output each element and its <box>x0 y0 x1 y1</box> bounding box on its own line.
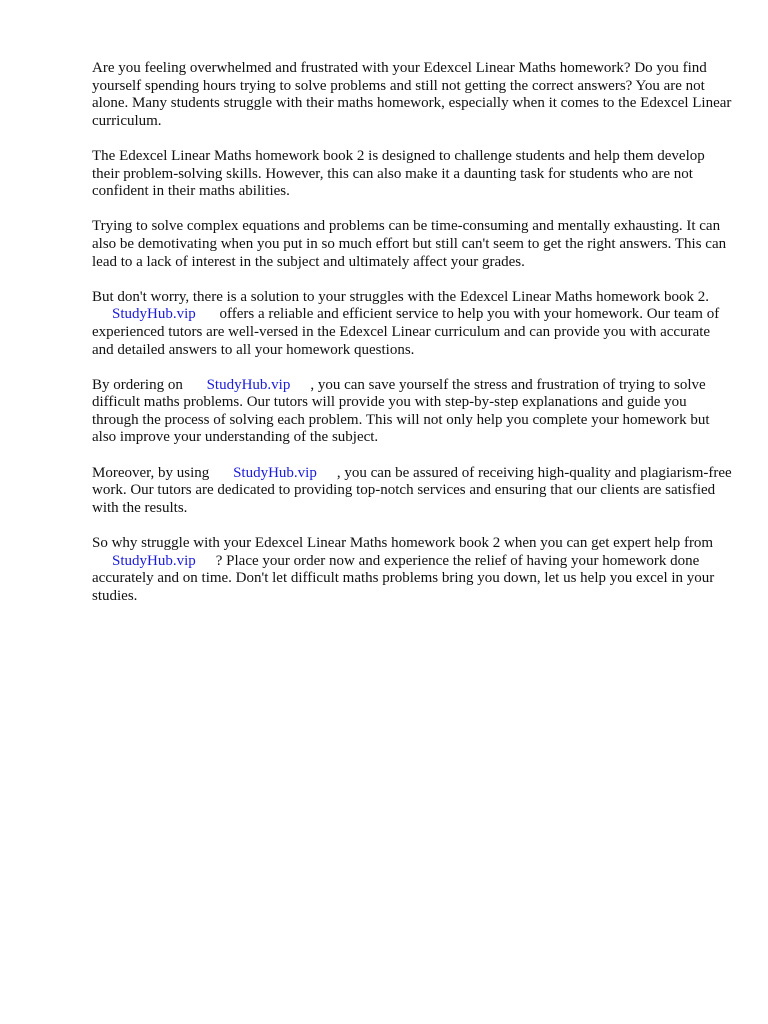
paragraph-6 <box>92 465 732 518</box>
paragraph-6-text-before: Moreover, by using <box>92 464 210 481</box>
paragraph-3: Trying to solve complex equations and problems can be time-consuming and mentally exhausting. It can also be demotivating when you put in so much effort but still can't seem to get the right answers. This can lead to a lack of interest in the subject and ultimately affect your grades. <box>92 218 727 270</box>
document-body <box>92 60 732 623</box>
paragraph-4 <box>92 289 732 359</box>
paragraph-4-text-after: offers a reliable and efficient service to help you with your homework. Our team of experienced tutors are well-versed in the Edexcel Linear curriculum and can provide you with accurate and detailed answers to all your homework questions. <box>92 306 720 358</box>
studyhub-link-4[interactable]: StudyHub.vip <box>112 552 196 569</box>
paragraph-6-text-after: , you can be assured of receiving high-quality and plagiarism-free work. Our tutors are dedicated to providing top-notch services and ensuring that our clients are satisfied with the results. <box>92 464 732 516</box>
paragraph-5-text-before: By ordering on <box>92 376 183 393</box>
studyhub-link-1[interactable]: StudyHub.vip <box>112 306 196 323</box>
paragraph-7 <box>92 535 732 605</box>
paragraph-1: Are you feeling overwhelmed and frustrated with your Edexcel Linear Maths homework? Do you find yourself spending hours trying to solve problems and still not getting the correct answers? You are not alone. Many students struggle with their maths homework, especially when it comes to the Edexcel Linear curriculum. <box>92 60 732 129</box>
paragraph-7-text-after: ? Place your order now and experience the relief of having your homework done accurately and on time. Don't let difficult maths problems bring you down, let us help you excel in your studies. <box>92 552 715 604</box>
paragraph-4-text-before: But don't worry, there is a solution to your struggles with the Edexcel Linear Maths homework book 2. <box>92 288 710 305</box>
paragraph-2: The Edexcel Linear Maths homework book 2 is designed to challenge students and help them develop their problem-solving skills. However, this can also make it a daunting task for students who are not confident in their maths abilities. <box>92 147 705 200</box>
paragraph-5-text-after: , you can save yourself the stress and frustration of trying to solve difficult maths problems. Our tutors will provide you with step-by-step explanations and guide you through the process of solving each problem. This will not only help you complete your homework but also improve your understanding of the subject. <box>92 376 710 446</box>
studyhub-link-2[interactable]: StudyHub.vip <box>206 376 291 393</box>
paragraph-7-text-before: So why struggle with your Edexcel Linear Maths homework book 2 when you can get expert help from <box>92 535 714 552</box>
studyhub-link-3[interactable]: StudyHub.vip <box>233 464 317 481</box>
paragraph-5 <box>92 377 732 447</box>
